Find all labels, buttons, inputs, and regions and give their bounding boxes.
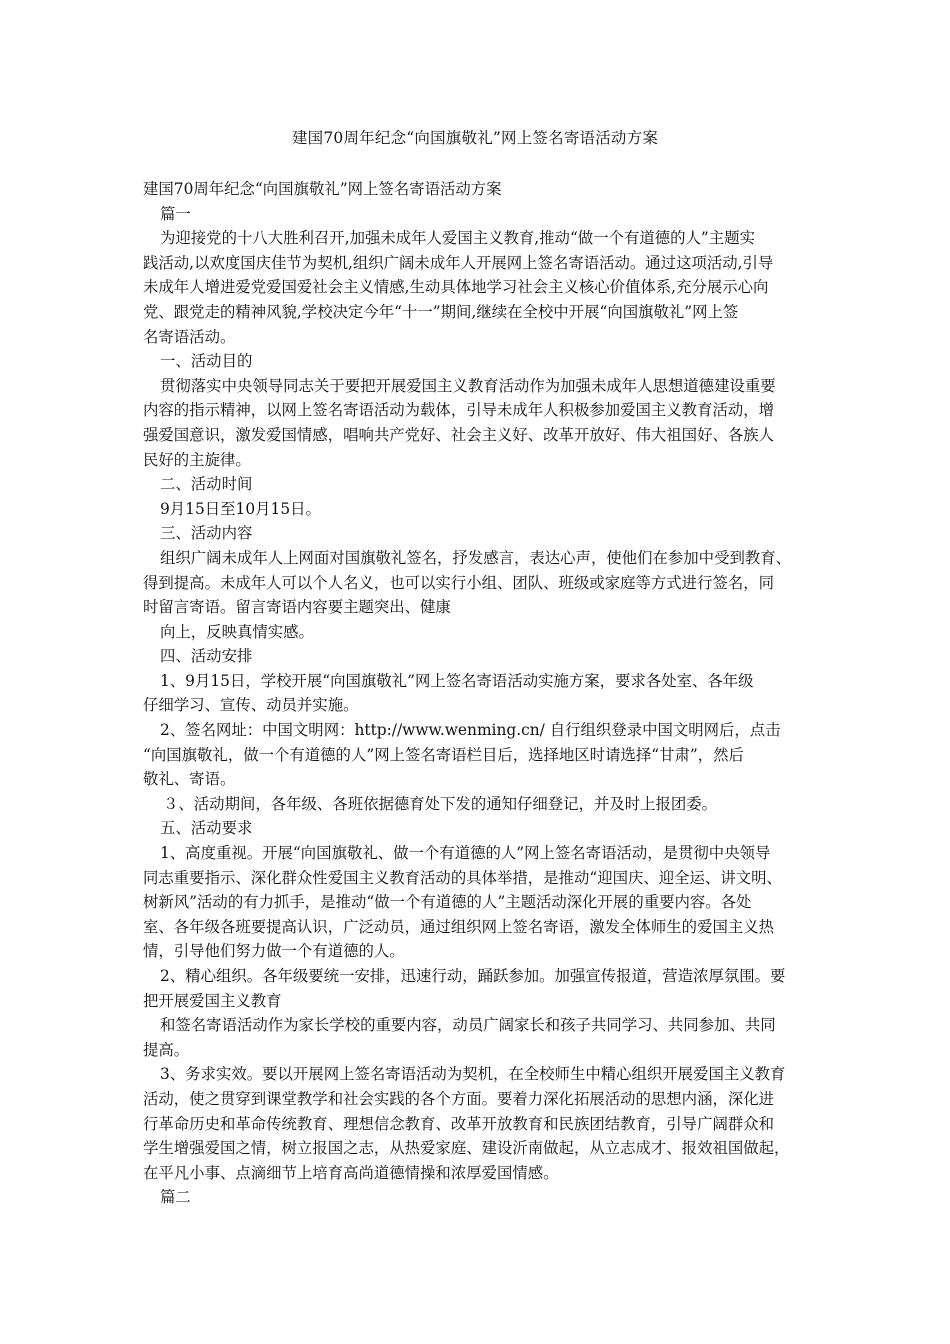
paragraph-line: 为迎接党的十八大胜利召开,加强未成年人爱国主义教育,推动“做一个有道德的人”主题实 — [160, 229, 755, 248]
paragraph-line: 树新风”活动的有力抓手，是推动“做一个有道德的人”主题活动深化开展的重要内容。各处 — [143, 893, 752, 912]
paragraph-line: 行革命历史和革命传统教育、理想信念教育、改革开放教育和民族团结教育，引导广阔群众和 — [143, 1114, 775, 1133]
section-label: 篇一 — [160, 204, 191, 223]
paragraph-line: 和签名寄语活动作为家长学校的重要内容，动员广阔家长和孩子共同学习、共同参加、共同 — [160, 1016, 776, 1035]
paragraph-line: 1、高度重视。开展“向国旗敬礼、做一个有道德的人”网上签名寄语活动，是贯彻中央领导 — [160, 844, 771, 863]
paragraph-line: 在平凡小事、点滴细节上培育高尚道德情操和浓厚爱国情感。 — [143, 1163, 559, 1182]
paragraph-line: 情，引导他们努力做一个有道德的人。 — [143, 942, 405, 961]
paragraph-line: 仔细学习、宣传、动员并实施。 — [143, 696, 359, 715]
paragraph-line: 2、精心组织。各年级要统一安排，迅速行动，踊跃参加。加强宣传报道，营造浓厚氛围。要 — [160, 967, 786, 985]
paragraph-line: 活动，使之贯穿到课堂教学和社会实践的各个方面。要着力深化拓展活动的思想内涵，深化进 — [143, 1089, 775, 1108]
paragraph-line: 学生增强爱国之情，树立报国之志，从热爱家庭、建设沂南做起，从立志成才、报效祖国做起， — [143, 1139, 790, 1158]
paragraph-line: 贯彻落实中央领导同志关于要把开展爱国主义教育活动作为加强未成年人思想道德建设重要 — [160, 376, 776, 395]
paragraph-line: 民好的主旋律。 — [143, 450, 251, 469]
paragraph-line: 得到提高。未成年人可以个人名义，也可以实行小组、团队、班级或家庭等方式进行签名，同 — [143, 573, 775, 592]
paragraph-line: 未成年人增进爱党爱国爱社会主义情感,生动具体地学习社会主义核心价值体系,充分展示心向 — [143, 278, 769, 297]
paragraph-line: 同志重要指示、深化群众性爱国主义教育活动的具体举措，是推动“迎国庆、迎全运、讲文明、 — [143, 868, 782, 887]
section-heading: 二、活动时间 — [160, 475, 253, 494]
paragraph-line: 名寄语活动。 — [143, 327, 236, 346]
paragraph-line: 3、务求实效。要以开展网上签名寄语活动为契机，在全校师生中精心组织开展爱国主义教育 — [160, 1065, 786, 1084]
paragraph-line: “向国旗敬礼，做一个有道德的人”网上签名寄语栏目后，选择地区时请选择“甘肃”，然后 — [143, 745, 744, 764]
body-heading: 建国70周年纪念“向国旗敬礼”网上签名寄语活动方案 — [143, 180, 502, 198]
paragraph-line: 敬礼、寄语。 — [143, 770, 236, 789]
paragraph-line: 时留言寄语。留言寄语内容要主题突出、健康 — [143, 598, 451, 617]
document-title: 建国70周年纪念“向国旗敬礼”网上签名寄语活动方案 — [291, 129, 659, 147]
paragraph-line: 组织广阔未成年人上网面对国旗敬礼签名，抒发感言，表达心声，使他们在参加中受到教育、 — [160, 548, 792, 567]
section-heading: 一、活动目的 — [160, 352, 253, 371]
document-body — [143, 177, 813, 1210]
paragraph-line: 内容的指示精神，以网上签名寄语活动为载体，引导未成年人积极参加爱国主义教育活动，增 — [143, 401, 775, 420]
paragraph-line: ３、活动期间，各年级、各班依据德育处下发的通知仔细登记，并及时上报团委。 — [163, 794, 718, 813]
paragraph-line: 向上，反映真情实感。 — [160, 622, 314, 641]
section-label: 篇二 — [160, 1188, 191, 1207]
section-heading: 三、活动内容 — [160, 524, 253, 543]
section-heading: 四、活动安排 — [160, 647, 253, 666]
paragraph-line: 9月15日至10月15日。 — [160, 499, 321, 518]
paragraph-line: 2、签名网址：中国文明网：http://www.wenming.cn/ 自行组织登录中国文明网后，点击 — [160, 721, 781, 740]
paragraph-line: 党、跟党走的精神风貌,学校决定今年“十一”期间,继续在全校中开展“向国旗敬礼”网上签 — [143, 302, 739, 321]
paragraph-line: 强爱国意识，激发爱国情感，唱响共产党好、社会主义好、改革开放好、伟大祖国好、各族人 — [143, 425, 775, 444]
paragraph-line: 室、各年级各班要提高认识，广泛动员，通过组织网上签名寄语，激发全体师生的爱国主义热 — [143, 917, 775, 936]
paragraph-line: 把开展爱国主义教育 — [143, 991, 282, 1010]
paragraph-line: 1、9月15日，学校开展“向国旗敬礼”网上签名寄语活动实施方案，要求各处室、各年级 — [160, 671, 754, 690]
section-heading: 五、活动要求 — [160, 819, 253, 838]
paragraph-line: 提高。 — [143, 1040, 190, 1059]
paragraph-line: 践活动,以欢度国庆佳节为契机,组织广阔未成年人开展网上签名寄语活动。通过这项活动,引导 — [143, 253, 774, 272]
